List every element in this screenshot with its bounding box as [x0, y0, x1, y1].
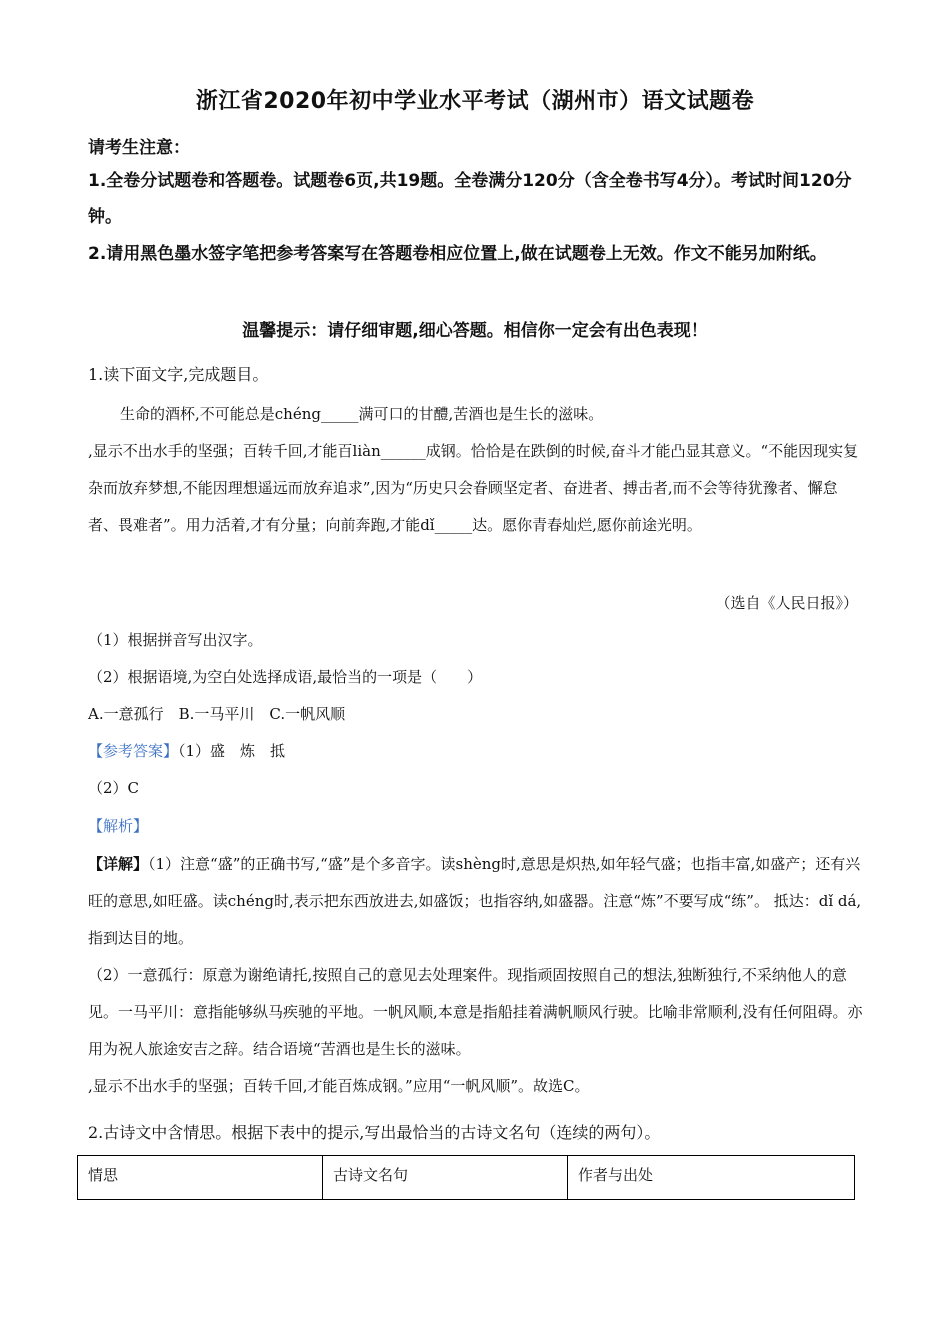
passage-paragraph-1: 生命的酒杯,不可能总是chéng_____满可口的甘醴,苦酒也是生长的滋味。 [120, 405, 604, 423]
passage-source: （选自《人民日报》） [715, 594, 858, 612]
answer-line-1 [88, 733, 868, 770]
notice-heading: 请考生注意： [88, 138, 190, 158]
answer-1: （1）盛 炼 抵 [178, 742, 286, 760]
question-1-options: A.一意孤行 B.一马平川 C.一帆风顺 [88, 705, 346, 723]
table-header-cell: 情思 [78, 1156, 323, 1200]
passage-paragraph-2: ,显示不出水手的坚强；百转千回,才能百liàn______成钢。恰恰是在跌倒的时候,奋斗才能凸显其意义。“不能因现实复杂而放弃梦想,不能因理想遥远而放弃追求”,因为“历史只会眷顾坚定者、奋进者、搏击者,而不会等待犹豫者、懈怠者、畏难者”。用力活着,才有分量；向前奔跑,才能dǐ_____达。愿你青春灿烂,愿你前途光明。 [88, 442, 859, 534]
question-2-stem: 2.古诗文中含情思。根据下表中的提示,写出最恰当的古诗文名句（连续的两句）。 [88, 1123, 661, 1142]
page-title: 浙江省2020年初中学业水平考试（湖州市）语文试题卷 [195, 89, 755, 114]
analysis-detail-1 [88, 846, 864, 957]
table-header-row [78, 1156, 855, 1200]
analysis-detail-2a: （2）一意孤行：原意为谢绝请托,按照自己的意见去处理案件。现指顽固按照自己的想法,独断独行,不采纳他人的意见。一马平川：意指能够纵马疾驰的平地。一帆风顺,本意是指船挂着满帆顺风行驶。比喻非常顺利,没有任何阻碍。亦用为祝人旅途安吉之辞。结合语境“苦酒也是生长的滋味。 [88, 966, 863, 1058]
question-2-table [77, 1155, 855, 1200]
answer-label: 【参考答案】 [88, 742, 179, 760]
answer-2: （2）C [88, 779, 140, 797]
question-1-sub-2: （2）根据语境,为空白处选择成语,最恰当的一项是（ ） [88, 668, 483, 686]
notice-item-2: 2.请用黑色墨水签字笔把参考答案写在答题卷相应位置上,做在试题卷上无效。作文不能另加附纸。 [88, 244, 827, 264]
question-1-sub-1: （1）根据拼音写出汉字。 [88, 631, 263, 649]
detail-label: 【详解】 [88, 855, 149, 873]
analysis-label: 【解析】 [88, 817, 149, 835]
table-header-cell: 作者与出处 [568, 1156, 855, 1200]
analysis-detail-2b: ,显示不出水手的坚强；百转千回,才能百炼成钢。”应用“一帆风顺”。故选C。 [88, 1077, 590, 1095]
question-1-passage [88, 396, 866, 544]
detail-1-text: （1）注意“盛”的正确书写,“盛”是个多音字。读shèng时,意思是炽热,如年轻气盛；也指丰富,如盛产；还有兴旺的意思,如旺盛。读chéng时,表示把东西放进去,如盛饭；也指容纳,如盛器。注意“炼”不要写成“练”。 抵达：dǐ dá,指到达目的地。 [88, 855, 862, 947]
table-header-cell: 古诗文名句 [323, 1156, 568, 1200]
notice-item-1: 1.全卷分试题卷和答题卷。试题卷6页,共19题。全卷满分120分（含全卷书写4分）。考试时间120分钟。 [88, 171, 852, 227]
question-1-stem: 1.读下面文字,完成题目。 [88, 365, 269, 384]
warm-tip: 温馨提示：请仔细审题,细心答题。相信你一定会有出色表现！ [242, 321, 708, 341]
analysis-body [88, 846, 864, 1105]
